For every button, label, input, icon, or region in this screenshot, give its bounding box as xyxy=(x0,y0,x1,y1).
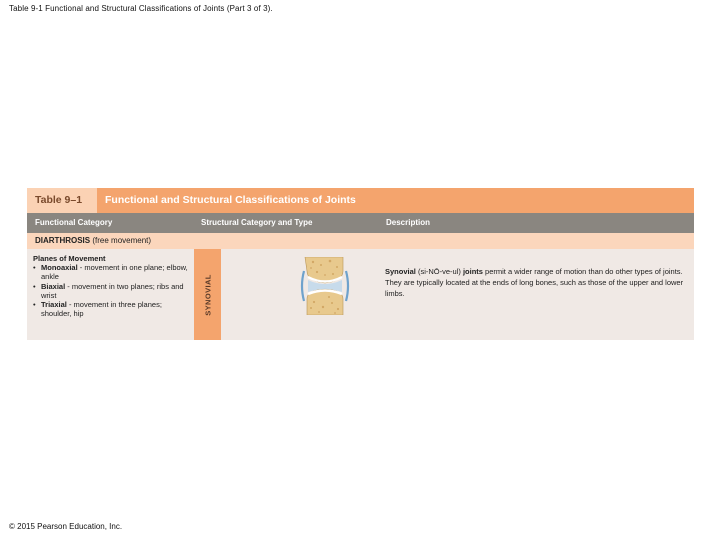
table-header-row xyxy=(27,213,694,233)
copyright-notice: © 2015 Pearson Education, Inc. xyxy=(9,522,123,531)
table-banner xyxy=(27,188,694,213)
list-item: • Monoaxial - movement in one plane; elbow, ankle xyxy=(33,263,188,282)
structural-label: SYNOVIAL xyxy=(203,273,212,316)
plane-term: Biaxial xyxy=(41,281,66,291)
structural-label-bar xyxy=(194,249,221,340)
slide-title: Table 9-1 Functional and Structural Classifications of Joints (Part 3 of 3). xyxy=(9,4,273,13)
plane-text: - movement in one plane; elbow, ankle xyxy=(41,263,188,282)
table-title: Functional and Structural Classifications of Joints xyxy=(105,194,356,206)
header-functional-category: Functional Category xyxy=(35,218,113,227)
planes-list xyxy=(33,263,191,318)
category-name: DIARTHROSIS xyxy=(35,236,91,245)
description-pronunciation: (si-NŌ-ve-ul) xyxy=(415,267,463,276)
planes-of-movement xyxy=(33,254,191,318)
list-item: • Biaxial - movement in two planes; ribs and wrist xyxy=(33,281,184,300)
category-label xyxy=(35,233,151,249)
list-item: • Triaxial - movement in three planes; shoulder, hip xyxy=(33,300,162,319)
category-row xyxy=(27,233,694,249)
description-term: Synovial xyxy=(385,267,416,276)
synovial-description xyxy=(385,266,687,299)
header-structural-category: Structural Category and Type xyxy=(201,218,313,227)
plane-term: Triaxial xyxy=(41,300,67,310)
table-body-row xyxy=(27,249,694,340)
planes-title: Planes of Movement xyxy=(33,254,106,263)
synovial-joint-illustration xyxy=(299,257,351,315)
table-number: Table 9–1 xyxy=(27,188,97,213)
joints-table xyxy=(27,188,694,340)
description-term-2: joints xyxy=(462,267,483,276)
description-text: permit a wider range of motion than do other types of joints. They are typically located at the ends of long bones, such as those of the upper and lower limbs. xyxy=(385,267,684,298)
header-description: Description xyxy=(386,218,431,227)
plane-text: - movement in two planes; ribs and wrist xyxy=(41,281,184,300)
category-note: (free movement) xyxy=(92,236,152,245)
plane-term: Monoaxial xyxy=(41,263,78,273)
plane-text: - movement in three planes; shoulder, hip xyxy=(41,300,162,319)
